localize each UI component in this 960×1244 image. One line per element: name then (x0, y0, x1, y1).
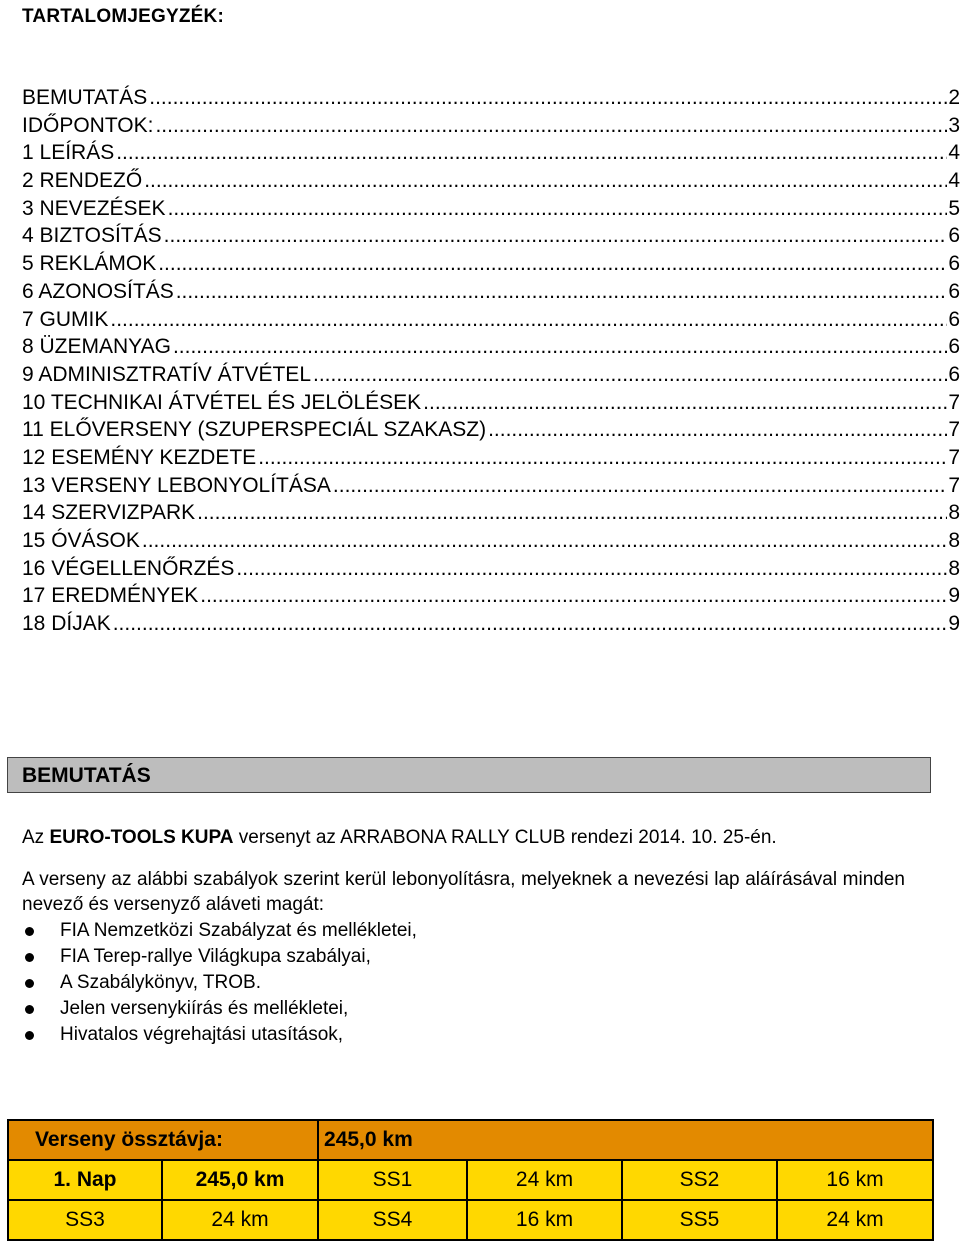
toc-entry-page: 6 (948, 362, 960, 386)
stage-name: SS4 (318, 1200, 467, 1240)
toc-entry[interactable] (22, 84, 960, 112)
toc-entry[interactable] (22, 499, 960, 527)
toc-entry-page: 6 (948, 224, 960, 248)
toc-entry[interactable] (22, 610, 960, 638)
total-distance-value: 245,0 km (318, 1120, 933, 1160)
toc-list (22, 84, 960, 638)
toc-leader (113, 610, 948, 638)
toc-entry-title: 15 ÓVÁSOK (22, 529, 140, 552)
list-item-text: Jelen versenykiírás és mellékletei, (60, 998, 349, 1019)
table-row (8, 1200, 933, 1240)
toc-entry-page: 3 (948, 113, 960, 137)
toc-entry-page: 6 (948, 307, 960, 331)
toc-entry-title: 11 ELŐVERSENY (SZUPERSPECIÁL SZAKASZ) (22, 418, 487, 442)
section-heading-bar (7, 757, 931, 793)
toc-entry-title: 17 EREDMÉNYEK (22, 584, 199, 608)
stage-name: SS5 (622, 1200, 777, 1240)
toc-leader (168, 195, 948, 223)
toc-entry-title: IDŐPONTOK: (22, 113, 154, 137)
toc-entry-page: 6 (948, 252, 960, 276)
list-item-text: FIA Nemzetközi Szabályzat és mellékletei, (60, 920, 417, 941)
stage-length: 16 km (777, 1160, 933, 1200)
toc-leader (236, 555, 947, 583)
toc-entry[interactable] (22, 472, 960, 500)
toc-entry-title: 13 VERSENY LEBONYOLÍTÁSA (22, 473, 331, 497)
toc-entry[interactable] (22, 195, 960, 223)
toc-entry[interactable] (22, 361, 960, 389)
toc-leader (149, 84, 947, 112)
rules-paragraph: A verseny az alábbi szabályok szerint kerül lebonyolításra, melyeknek a nevezési lap aláírásával minden nevező és versenyző aláveti magát: (22, 869, 905, 915)
toc-heading: TARTALOMJEGYZÉK: (22, 6, 224, 27)
toc-entry-title: 1 LEÍRÁS (22, 141, 115, 165)
toc-entry[interactable] (22, 416, 960, 444)
list-item (22, 996, 417, 1022)
toc-entry-page: 9 (948, 612, 960, 636)
rules-list (22, 918, 417, 1048)
toc-entry-page: 7 (948, 418, 960, 442)
toc-leader (164, 222, 948, 250)
bullet-icon (25, 953, 34, 962)
toc-leader (173, 333, 947, 361)
toc-entry-title: BEMUTATÁS (22, 86, 148, 109)
toc-entry[interactable] (22, 582, 960, 610)
toc-entry[interactable] (22, 306, 960, 334)
toc-leader (258, 444, 947, 472)
toc-entry-title: 6 AZONOSÍTÁS (22, 279, 174, 303)
toc-entry-page: 7 (948, 390, 960, 414)
toc-entry[interactable] (22, 278, 960, 306)
day-distance: 245,0 km (162, 1160, 318, 1200)
toc-entry-title: 9 ADMINISZTRATÍV ÁTVÉTEL (22, 362, 311, 386)
toc-entry-page: 7 (948, 473, 960, 497)
toc-entry-title: 2 RENDEZŐ (22, 169, 143, 193)
toc-leader (488, 416, 947, 444)
toc-entry-page: 2 (948, 86, 960, 109)
intro-line (22, 826, 937, 850)
table-row (8, 1120, 933, 1160)
toc-entry-title: 8 ÜZEMANYAG (22, 335, 171, 359)
distance-table (7, 1119, 934, 1241)
toc-entry[interactable] (22, 112, 960, 140)
toc-entry-title: 14 SZERVIZPARK (22, 501, 196, 525)
bullet-icon (25, 927, 34, 936)
toc-entry-page: 4 (948, 141, 960, 165)
toc-entry-title: 7 GUMIK (22, 307, 109, 331)
list-item (22, 944, 417, 970)
stage-length: 24 km (162, 1200, 318, 1240)
toc-entry-title: 3 NEVEZÉSEK (22, 196, 166, 220)
total-distance-label: Verseny össztávja: (8, 1120, 318, 1160)
toc-entry-page: 7 (948, 445, 960, 469)
section-heading: BEMUTATÁS (22, 764, 151, 787)
toc-entry-title: 12 ESEMÉNY KEZDETE (22, 445, 257, 469)
table-row (8, 1160, 933, 1200)
toc-entry[interactable] (22, 167, 960, 195)
toc-entry-page: 8 (948, 556, 960, 580)
toc-entry[interactable] (22, 139, 960, 167)
list-item-text: FIA Terep-rallye Világkupa szabályai, (60, 946, 371, 967)
toc-entry-page: 9 (948, 584, 960, 608)
list-item (22, 918, 417, 944)
stage-length: 24 km (467, 1160, 622, 1200)
toc-entry[interactable] (22, 333, 960, 361)
intro-suffix: versenyt az ARRABONA RALLY CLUB rendezi 2014. 10. 25-én. (233, 827, 777, 848)
toc-entry-title: 5 REKLÁMOK (22, 252, 157, 276)
toc-entry[interactable] (22, 222, 960, 250)
toc-entry-title: 18 DÍJAK (22, 612, 111, 636)
toc-entry-page: 5 (948, 196, 960, 220)
bullet-icon (25, 1031, 34, 1040)
toc-entry-title: 4 BIZTOSÍTÁS (22, 224, 162, 248)
toc-leader (144, 167, 947, 195)
toc-leader (423, 389, 947, 417)
toc-leader (110, 306, 947, 334)
toc-entry[interactable] (22, 250, 960, 278)
day-label: 1. Nap (8, 1160, 162, 1200)
toc-leader (116, 139, 947, 167)
toc-leader (158, 250, 947, 278)
toc-entry-page: 4 (948, 169, 960, 193)
toc-entry[interactable] (22, 555, 960, 583)
toc-entry-title: 16 VÉGELLENŐRZÉS (22, 556, 235, 580)
toc-leader (197, 499, 947, 527)
list-item-text: Hivatalos végrehajtási utasítások, (60, 1024, 344, 1045)
intro-prefix: Az (22, 827, 50, 848)
toc-entry-page: 8 (948, 529, 960, 552)
cup-name: EURO-TOOLS KUPA (49, 827, 234, 848)
toc-entry[interactable] (22, 444, 960, 472)
toc-entry[interactable] (22, 389, 960, 417)
toc-leader (176, 278, 948, 306)
stage-name: SS2 (622, 1160, 777, 1200)
list-item-text: A Szabálykönyv, TROB. (60, 972, 261, 993)
list-item (22, 1022, 417, 1048)
list-item (22, 970, 417, 996)
stage-length: 24 km (777, 1200, 933, 1240)
toc-entry-page: 8 (948, 501, 960, 525)
toc-entry-page: 6 (948, 279, 960, 303)
toc-entry-title: 10 TECHNIKAI ÁTVÉTEL ÉS JELÖLÉSEK (22, 390, 422, 414)
toc-leader (155, 112, 947, 140)
toc-leader (313, 361, 947, 389)
bullet-icon (25, 1005, 34, 1014)
bullet-icon (25, 979, 34, 988)
toc-leader (142, 527, 947, 555)
stage-name: SS3 (8, 1200, 162, 1240)
toc-leader (200, 582, 947, 610)
stage-name: SS1 (318, 1160, 467, 1200)
stage-length: 16 km (467, 1200, 622, 1240)
toc-entry-page: 6 (948, 335, 960, 359)
toc-leader (333, 472, 947, 500)
toc-entry[interactable] (22, 527, 960, 555)
